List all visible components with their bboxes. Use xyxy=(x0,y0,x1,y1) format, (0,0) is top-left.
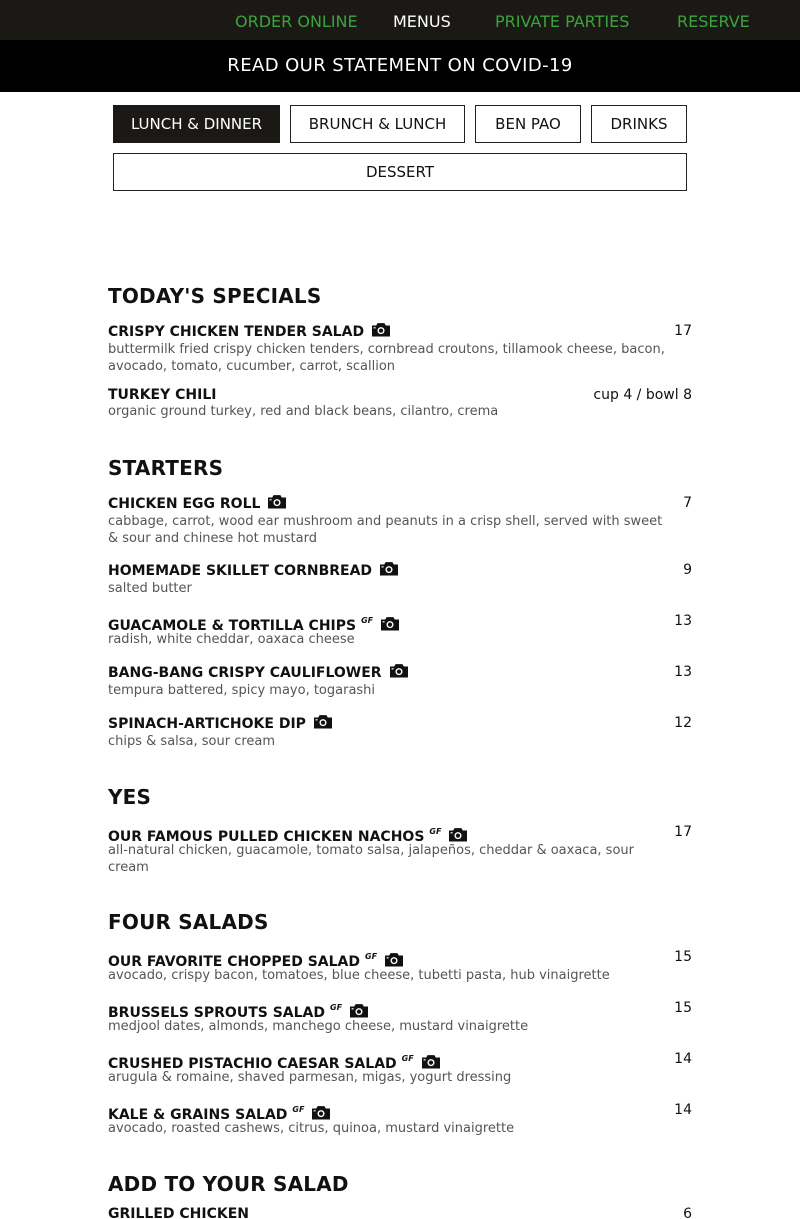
section-title: TODAY'S SPECIALS xyxy=(108,284,322,308)
camera-icon[interactable] xyxy=(379,561,399,581)
menu-item-title: CRUSHED PISTACHIO CAESAR SALAD xyxy=(108,1056,397,1072)
menu-item-title: OUR FAMOUS PULLED CHICKEN NACHOS xyxy=(108,829,425,845)
menu-item-title: CRISPY CHICKEN TENDER SALAD xyxy=(108,324,365,340)
menu-item-description: cabbage, carrot, wood ear mushroom and peanuts in a crisp shell, served with sweet & sour and chinese hot mustard xyxy=(108,514,663,546)
menu-item-price: 12 xyxy=(674,715,692,731)
gluten-free-badge: GF xyxy=(365,952,378,961)
gluten-free-badge: GF xyxy=(361,616,374,625)
menu-item-name[interactable] xyxy=(108,322,391,342)
menu-item-title: BANG-BANG CRISPY CAULIFLOWER xyxy=(108,665,382,681)
menu-item-name[interactable] xyxy=(108,663,409,683)
top-nav xyxy=(0,0,800,40)
menu-item-price: 14 xyxy=(674,1102,692,1118)
menu-item-title: SPINACH-ARTICHOKE DIP xyxy=(108,716,306,732)
section-title: FOUR SALADS xyxy=(108,910,269,934)
menu-item-description: tempura battered, spicy mayo, togarashi xyxy=(108,683,376,698)
tab-lunch-dinner[interactable]: LUNCH & DINNER xyxy=(113,105,280,143)
menu-item-price: 6 xyxy=(683,1206,692,1219)
menu-item-name[interactable] xyxy=(108,494,287,514)
menu-item-description: avocado, crispy bacon, tomatoes, blue cheese, tubetti pasta, hub vinaigrette xyxy=(108,968,610,983)
menu-item-price: 17 xyxy=(674,323,692,339)
camera-icon[interactable] xyxy=(313,714,333,734)
menu-item-price: cup 4 / bowl 8 xyxy=(593,387,692,403)
nav-menus[interactable]: MENUS xyxy=(393,12,451,31)
menu-item-description: buttermilk fried crispy chicken tenders, cornbread croutons, tillamook cheese, bacon, avocado, tomato, cucumber, carrot, scallion xyxy=(108,342,665,374)
menu-item-price: 9 xyxy=(683,562,692,578)
menu-item-name[interactable] xyxy=(108,561,399,581)
tab-drinks[interactable]: DRINKS xyxy=(591,105,687,143)
menu-item-name[interactable] xyxy=(108,386,216,404)
menu-item-price: 15 xyxy=(674,949,692,965)
camera-icon[interactable] xyxy=(389,663,409,683)
menu-item-title: GRILLED CHICKEN xyxy=(108,1206,249,1219)
camera-icon[interactable] xyxy=(371,322,391,342)
gluten-free-badge: GF xyxy=(292,1105,305,1114)
menu-item-description: radish, white cheddar, oaxaca cheese xyxy=(108,632,355,647)
nav-order-online[interactable]: ORDER ONLINE xyxy=(235,12,358,31)
menu-item-price: 7 xyxy=(683,495,692,511)
section-title: ADD TO YOUR SALAD xyxy=(108,1172,349,1196)
covid-statement-banner[interactable]: READ OUR STATEMENT ON COVID-19 xyxy=(0,40,800,92)
tab-brunch-lunch[interactable]: BRUNCH & LUNCH xyxy=(290,105,465,143)
tab-ben-pao[interactable]: BEN PAO xyxy=(475,105,581,143)
nav-private-parties[interactable]: PRIVATE PARTIES xyxy=(495,12,630,31)
menu-item-description: chips & salsa, sour cream xyxy=(108,734,276,749)
gluten-free-badge: GF xyxy=(330,1003,343,1012)
menu-item-price: 15 xyxy=(674,1000,692,1016)
menu-item-title: GUACAMOLE & TORTILLA CHIPS xyxy=(108,618,357,634)
menu-item-name[interactable] xyxy=(108,1205,249,1219)
menu-item-title: TURKEY CHILI xyxy=(108,387,217,403)
menu-item-description: organic ground turkey, red and black beans, cilantro, crema xyxy=(108,404,499,419)
menu-item-title: CHICKEN EGG ROLL xyxy=(108,496,261,512)
menu-item-description: avocado, roasted cashews, citrus, quinoa, mustard vinaigrette xyxy=(108,1121,515,1136)
gluten-free-badge: GF xyxy=(429,827,442,836)
menu-item-title: KALE & GRAINS SALAD xyxy=(108,1107,288,1123)
tab-dessert[interactable]: DESSERT xyxy=(113,153,687,191)
camera-icon[interactable] xyxy=(267,494,287,514)
menu-item-title: OUR FAVORITE CHOPPED SALAD xyxy=(108,954,360,970)
menu-item-title: HOMEMADE SKILLET CORNBREAD xyxy=(108,563,373,579)
menu-item-description: medjool dates, almonds, manchego cheese, mustard vinaigrette xyxy=(108,1019,529,1034)
menu-item-title: BRUSSELS SPROUTS SALAD xyxy=(108,1005,325,1021)
menu-item-description: arugula & romaine, shaved parmesan, migas, yogurt dressing xyxy=(108,1070,512,1085)
nav-reserve[interactable]: RESERVE xyxy=(677,12,750,31)
menu-item-description: salted butter xyxy=(108,581,192,596)
section-title: YES xyxy=(108,785,152,809)
menu-item-description: all-natural chicken, guacamole, tomato salsa, jalapeños, cheddar & oaxaca, sour cream xyxy=(108,843,634,875)
menu-item-name[interactable] xyxy=(108,714,333,734)
menu-item-price: 14 xyxy=(674,1051,692,1067)
gluten-free-badge: GF xyxy=(401,1054,414,1063)
section-title: STARTERS xyxy=(108,456,224,480)
menu-item-price: 13 xyxy=(674,613,692,629)
menu-item-price: 17 xyxy=(674,824,692,840)
menu-item-price: 13 xyxy=(674,664,692,680)
